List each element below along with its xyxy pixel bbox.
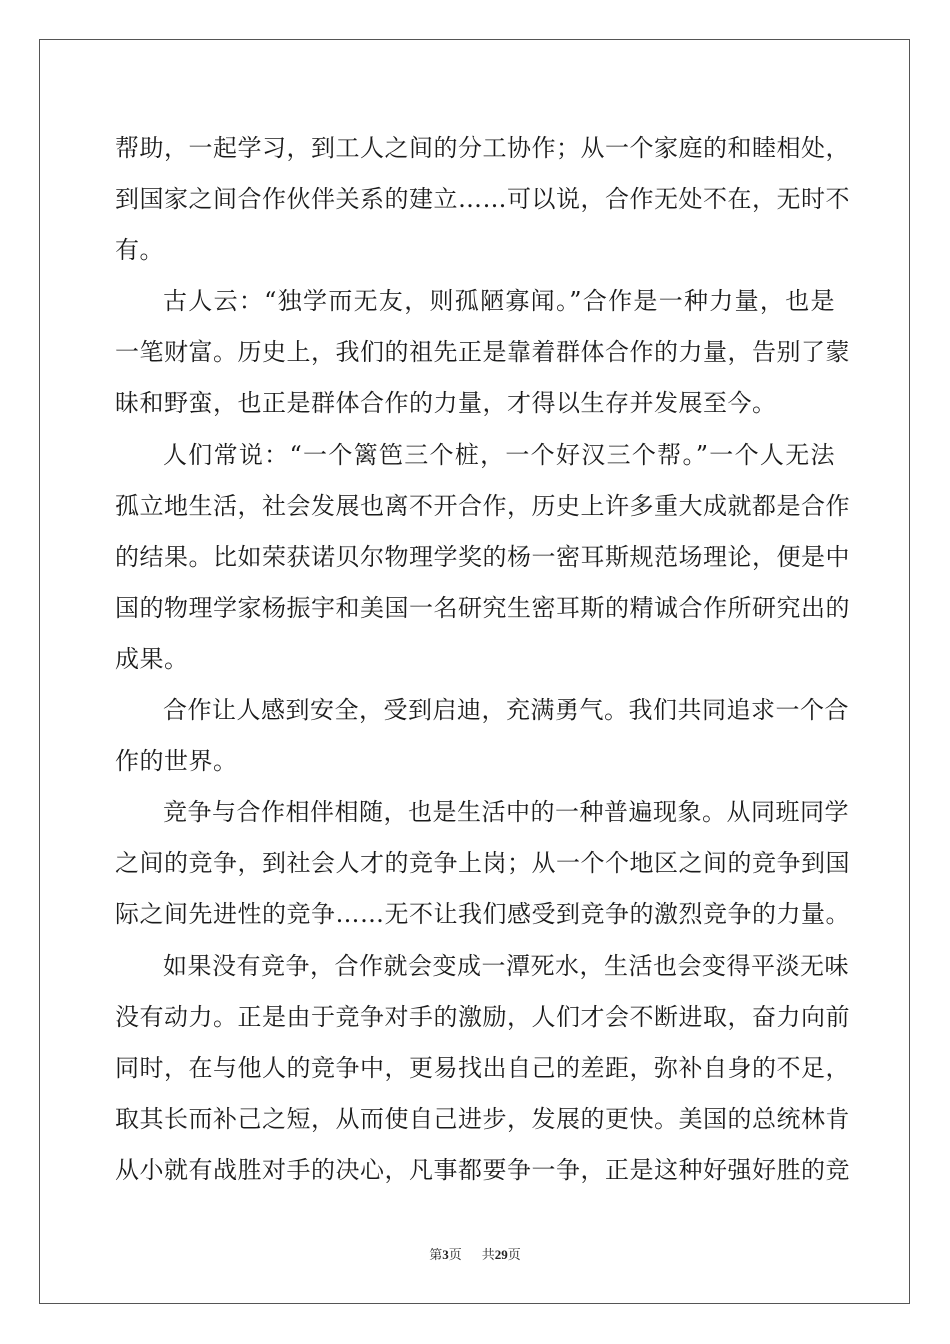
- text-line: 的结果。比如荣获诺贝尔物理学奖的杨一密耳斯规范场理论，便是中: [115, 542, 850, 571]
- text-line: 国的物理学家杨振宇和美国一名研究生密耳斯的精诚合作所研究出的: [115, 593, 850, 622]
- text-line: 有。: [115, 236, 164, 265]
- text-line: 作的世界。: [115, 747, 238, 776]
- total-prefix: 共: [481, 1247, 495, 1262]
- page-prefix: 第: [429, 1247, 443, 1262]
- paragraph-start-line: 如果没有竞争，合作就会变成一潭死水，生活也会变得平淡无味: [163, 951, 849, 980]
- paragraph-start-line: 合作让人感到安全，受到启迪，充满勇气。我们共同追求一个合: [163, 696, 849, 725]
- total-unit: 页: [507, 1247, 521, 1262]
- text-line: 际之间先进性的竞争……无不让我们感受到竞争的激烈竞争的力量。: [115, 900, 850, 929]
- paragraph-start-line: 古人云：“独学而无友，则孤陋寡闻。”合作是一种力量，也是: [163, 287, 835, 316]
- text-line: 没有动力。正是由于竞争对手的激励，人们才会不断进取，奋力向前: [115, 1002, 850, 1031]
- text-line: 从小就有战胜对手的决心，凡事都要争一争，正是这种好强好胜的竞: [115, 1155, 850, 1184]
- paragraph-start-line: 人们常说：“一个篱笆三个桩，一个好汉三个帮。”一个人无法: [163, 440, 835, 469]
- text-line: 同时，在与他人的竞争中，更易找出自己的差距，弥补自身的不足，: [115, 1053, 850, 1082]
- text-line: 成果。: [115, 644, 189, 673]
- paragraph-start-line: 竞争与合作相伴相随，也是生活中的一种普遍现象。从同班同学: [163, 798, 849, 827]
- text-line: 孤立地生活，社会发展也离不开合作，历史上许多重大成就都是合作: [115, 491, 850, 520]
- text-line: 一笔财富。历史上，我们的祖先正是靠着群体合作的力量，告别了蒙: [115, 338, 850, 367]
- document-body: [115, 123, 850, 1196]
- text-line: 取其长而补己之短，从而使自己进步，发展的更快。美国的总统林肯: [115, 1104, 850, 1133]
- text-line: 之间的竞争，到社会人才的竞争上岗；从一个个地区之间的竞争到国: [115, 849, 850, 878]
- text-line: 到国家之间合作伙伴关系的建立……可以说，合作无处不在，无时不: [115, 185, 850, 214]
- page-footer: [0, 1244, 950, 1263]
- current-page-number: 3: [442, 1247, 449, 1262]
- page-unit: 页: [448, 1247, 462, 1262]
- text-line: 帮助，一起学习，到工人之间的分工协作；从一个家庭的和睦相处，: [115, 134, 850, 162]
- text-line: 昧和野蛮，也正是群体合作的力量，才得以生存并发展至今。: [115, 389, 777, 418]
- total-page-number: 29: [494, 1247, 508, 1262]
